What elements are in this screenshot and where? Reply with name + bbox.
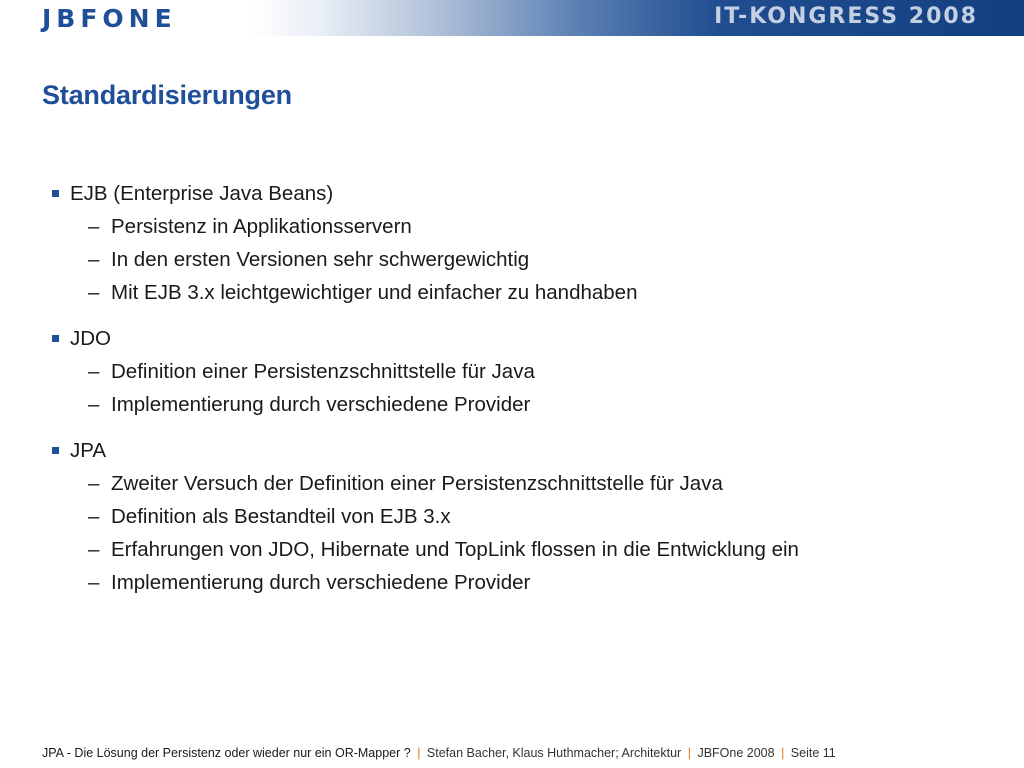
- sub-item-label: Zweiter Versuch der Definition einer Persistenzschnittstelle für Java: [111, 472, 723, 495]
- square-bullet-icon: [52, 447, 59, 454]
- footer: [42, 746, 836, 760]
- sub-item: [48, 388, 978, 421]
- square-bullet-icon: [52, 335, 59, 342]
- bullet-item: [48, 323, 978, 355]
- bullet-list: [48, 178, 978, 613]
- congress-title: IT-KONGRESS 2008: [714, 4, 978, 29]
- footer-event: JBFOne 2008: [697, 746, 775, 760]
- dash-bullet-icon: –: [88, 360, 100, 383]
- sub-item: [48, 210, 978, 243]
- sub-item-label: Implementierung durch verschiedene Provider: [111, 571, 531, 594]
- section-jdo: [48, 323, 978, 421]
- footer-speakers: Stefan Bacher, Klaus Huthmacher; Architektur: [426, 746, 682, 760]
- sub-item: [48, 467, 978, 500]
- sub-item: [48, 566, 978, 599]
- bullet-label: JDO: [70, 327, 111, 350]
- sub-item: [48, 355, 978, 388]
- footer-separator: |: [687, 746, 691, 760]
- jbfone-logo: [42, 4, 177, 32]
- dash-bullet-icon: –: [88, 472, 100, 495]
- dash-bullet-icon: –: [88, 215, 100, 238]
- dash-bullet-icon: –: [88, 281, 100, 304]
- sub-item-label: In den ersten Versionen sehr schwergewichtig: [111, 248, 530, 271]
- sub-item-label: Persistenz in Applikationsservern: [111, 215, 412, 238]
- bullet-item: [48, 435, 978, 467]
- sub-item-label: Erfahrungen von JDO, Hibernate und TopLink flossen in die Entwicklung ein: [111, 538, 799, 561]
- section-jpa: [48, 435, 978, 599]
- bullet-label: EJB (Enterprise Java Beans): [70, 182, 334, 205]
- square-bullet-icon: [52, 190, 59, 197]
- dash-bullet-icon: –: [88, 248, 100, 271]
- footer-page-number: Seite 11: [790, 746, 836, 760]
- sub-item: [48, 533, 978, 566]
- sub-item: [48, 500, 978, 533]
- page-title: Standardisierungen: [42, 80, 292, 110]
- section-ejb: [48, 178, 978, 309]
- sub-item-label: Mit EJB 3.x leichtgewichtiger und einfacher zu handhaben: [111, 281, 638, 304]
- footer-separator: |: [417, 746, 421, 760]
- sub-item-label: Implementierung durch verschiedene Provider: [111, 393, 531, 416]
- footer-separator: |: [781, 746, 785, 760]
- dash-bullet-icon: –: [88, 571, 100, 594]
- dash-bullet-icon: –: [88, 505, 100, 528]
- sub-item: [48, 276, 978, 309]
- sub-item-label: Definition als Bestandteil von EJB 3.x: [111, 505, 451, 528]
- header-band: [0, 0, 1024, 36]
- footer-talk-title: JPA - Die Lösung der Persistenz oder wieder nur ein OR-Mapper ?: [42, 746, 411, 760]
- sub-item: [48, 243, 978, 276]
- dash-bullet-icon: –: [88, 538, 100, 561]
- bullet-label: JPA: [70, 439, 107, 462]
- dash-bullet-icon: –: [88, 393, 100, 416]
- sub-item-label: Definition einer Persistenzschnittstelle für Java: [111, 360, 535, 383]
- bullet-item: [48, 178, 978, 210]
- logo-text: JBFONE: [42, 3, 177, 33]
